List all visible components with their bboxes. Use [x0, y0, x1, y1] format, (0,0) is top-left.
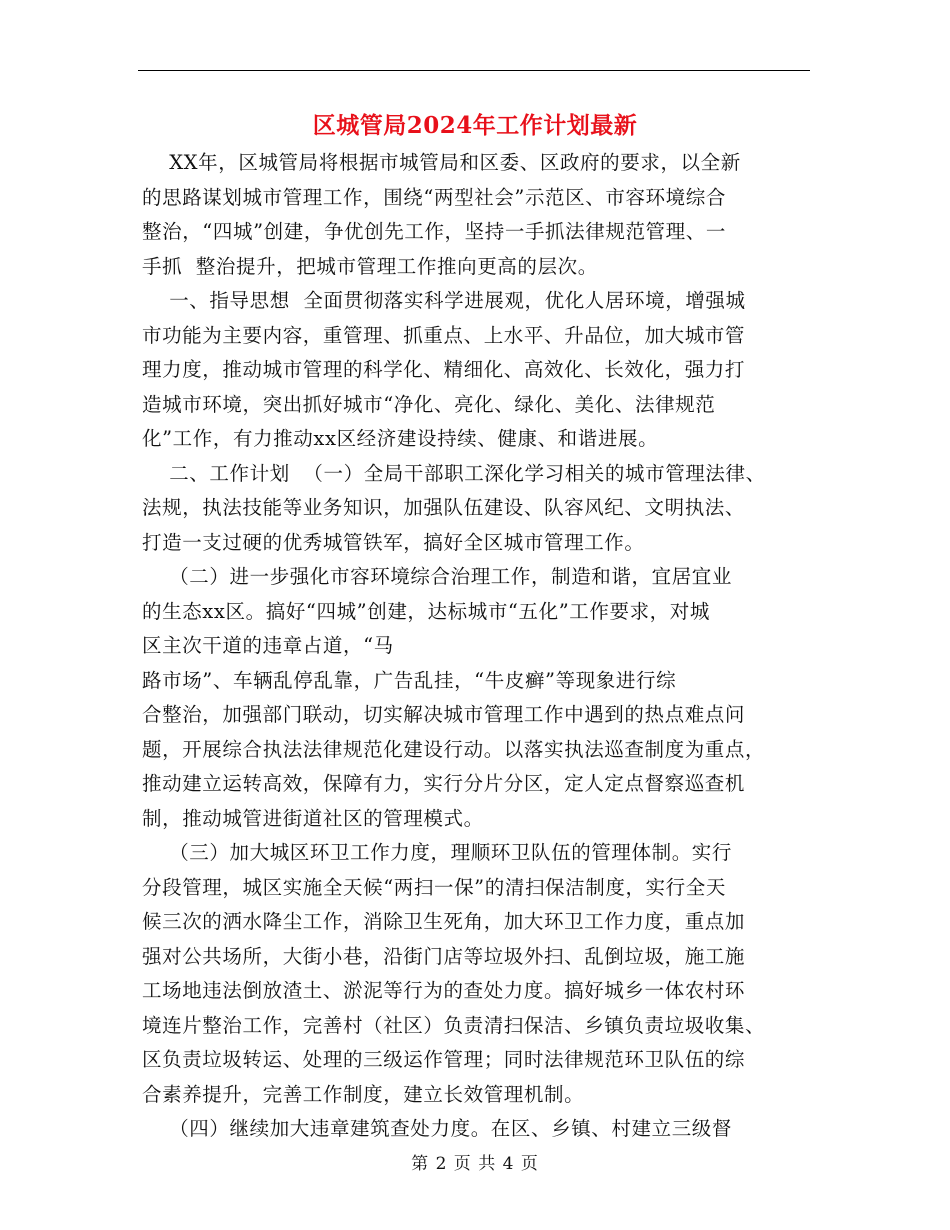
body-line: 二、工作计划 （一）全局干部职工深化学习相关的城市管理法律、	[142, 461, 766, 485]
body-line: 合整治，加强部门联动，切实解决城市管理工作中遇到的热点难点问	[142, 703, 746, 726]
body-line: 合素养提升，完善工作制度，建立长效管理机制。	[142, 1082, 585, 1106]
body-line: 化”工作，有力推动xx区经济建设持续、健康、和谐进展。	[142, 427, 659, 450]
body-line: XX年，区城管局将根据市城管局和区委、区政府的要求，以全新	[142, 151, 741, 174]
body-line: 分段管理，城区实施全天候“两扫一保”的清扫保洁制度，实行全天	[142, 875, 726, 899]
body-line: 造城市环境，突出抓好城市“净化、亮化、绿化、美化、法律规范	[142, 392, 716, 416]
body-line: 的思路谋划城市管理工作，围绕“两型社会”示范区、市容环境综合	[142, 185, 726, 209]
body-line: 市功能为主要内容，重管理、抓重点、上水平、升品位，加大城市管	[142, 323, 746, 347]
page-number-footer: 第 2 页 共 4 页	[411, 1154, 539, 1174]
body-line: 题，开展综合执法法律规范化建设行动。以落实执法巡查制度为重点，	[142, 737, 766, 761]
body-line: （二）进一步强化市容环境综合治理工作，制造和谐，宜居宜业	[142, 565, 732, 588]
document-title: 区城管局2024年工作计划最新	[312, 112, 638, 139]
body-line: 区负责垃圾转运、处理的三级运作管理；同时法律规范环卫队伍的综	[142, 1048, 746, 1071]
body-line: 理力度，推动城市管理的科学化、精细化、高效化、长效化，强力打	[142, 358, 746, 381]
body-line: 强对公共场所，大街小巷，沿街门店等垃圾外扫、乱倒垃圾，施工施	[142, 944, 746, 968]
body-line: 的生态xx区。搞好“四城”创建，达标城市“五化”工作要求，对城	[142, 599, 710, 623]
body-line: （三）加大城区环卫工作力度，理顺环卫队伍的管理体制。实行	[142, 841, 732, 864]
body-line: 推动建立运转高效，保障有力，实行分片分区，定人定点督察巡查机	[142, 772, 746, 795]
body-line: 工场地违法倒放渣土、淤泥等行为的查处力度。搞好城乡一体农村环	[142, 979, 746, 1002]
body-line: 制，推动城管进街道社区的管理模式。	[142, 806, 484, 830]
body-line: 整治，“四城”创建，争优创先工作，坚持一手抓法律规范管理、一	[142, 220, 726, 243]
body-line: 法规，执法技能等业务知识，加强队伍建设、队容风纪、文明执法、	[142, 496, 746, 519]
body-line: 打造一支过硬的优秀城管铁军，搞好全区城市管理工作。	[142, 530, 645, 554]
body-line: 境连片整治工作，完善村（社区）负责清扫保洁、乡镇负责垃圾收集、	[142, 1013, 766, 1037]
header-rule	[138, 70, 810, 71]
body-line: （四）继续加大违章建筑查处力度。在区、乡镇、村建立三级督	[142, 1117, 732, 1140]
document-body	[142, 146, 822, 1147]
body-line: 路市场”、车辆乱停乱靠，广告乱挂，“牛皮癣”等现象进行综	[142, 668, 677, 692]
body-line: 一、指导思想 全面贯彻落实科学进展观，优化人居环境，增强城	[142, 289, 746, 312]
body-line: 候三次的洒水降尘工作，消除卫生死角，加大环卫工作力度，重点加	[142, 910, 746, 933]
body-line: 手抓 整治提升，把城市管理工作推向更高的层次。	[142, 254, 598, 278]
body-line: 区主次干道的违章占道，“马	[142, 634, 394, 657]
